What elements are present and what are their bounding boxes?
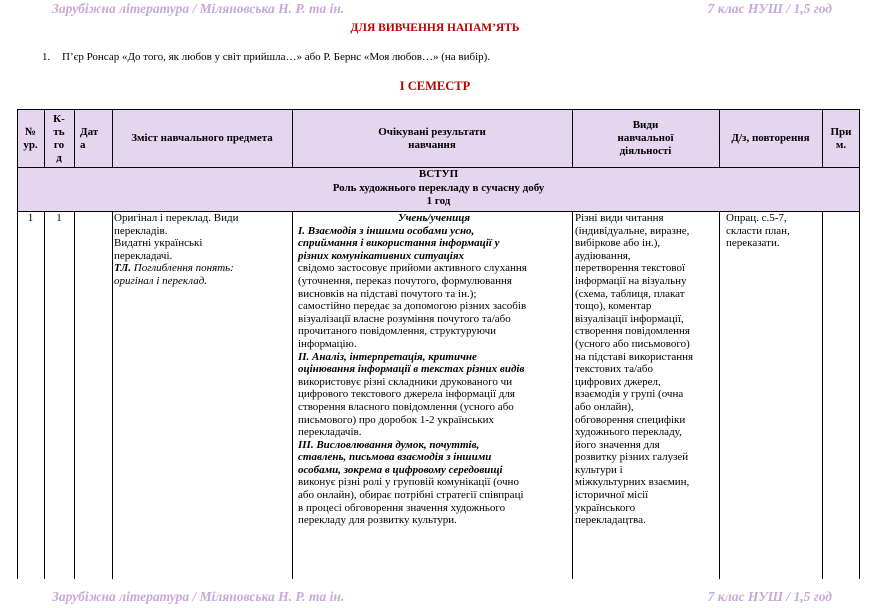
text-line: перекладацтва. — [575, 514, 646, 527]
header-lesson-number — [17, 109, 44, 168]
result-line: (уточнення, переказ почутого, формулювання — [298, 274, 512, 287]
header-activities — [572, 109, 719, 168]
grid-line — [719, 109, 720, 168]
grid-line — [17, 167, 860, 168]
text-line: ть — [53, 125, 65, 138]
text-line: го — [53, 138, 65, 151]
result-line: ставлень, письмова взаємодія з іншими — [298, 451, 492, 464]
header-date — [74, 109, 112, 168]
grid-line — [572, 211, 573, 579]
result-line: ІІІ. Висловлювання думок, почуттів, — [298, 438, 480, 451]
text-line: (усного або письмового) — [575, 337, 690, 350]
text-line: ур. — [23, 138, 38, 151]
result-line: оцінювання інформації в текстах різних видів — [298, 363, 525, 376]
text-line: скласти план, — [726, 224, 790, 237]
text-line: міжкультурних взаємин, — [575, 476, 690, 489]
grid-line — [822, 211, 823, 579]
result-line: перекладу для розвитку культури. — [298, 514, 457, 527]
cell-content — [114, 212, 290, 288]
text-line: або онлайн), — [575, 400, 634, 413]
text-line: цифрових джерел, — [575, 375, 661, 388]
result-line: прочитаного повідомлення, структуруючи — [298, 325, 497, 338]
result-line: ІІ. Аналіз, інтерпретація, критичне — [298, 350, 477, 363]
text-line: вибіркове або ін.), — [575, 237, 661, 250]
text-line: створення повідомлення — [575, 325, 690, 338]
grid-line — [859, 109, 860, 579]
result-line: І. Взаємодія з іншими особами усно, — [298, 224, 475, 237]
result-line: письмового) про доробок 1-2 українських — [298, 413, 495, 426]
text-line: обговорення специфіки — [575, 413, 686, 426]
cell-hours: 1 — [56, 212, 62, 224]
memorize-item-text: П’єр Ронсар «До того, як любов у світ прийшла…» або Р. Бернс «Моя любов…» (на вибір). — [62, 51, 491, 63]
text-line: К- — [53, 112, 65, 125]
cell-homework — [726, 212, 821, 250]
text-line: перетворення текстової — [575, 262, 686, 275]
grid-line — [44, 109, 45, 168]
text-line: д — [56, 151, 62, 164]
text-line: Дат — [80, 125, 99, 138]
intro-row — [17, 168, 860, 211]
text-line: культури і — [575, 463, 623, 476]
grid-line — [17, 109, 860, 110]
text-line: аудіювання, — [575, 249, 631, 262]
result-line: використовує різні складники друкованого чи — [298, 375, 513, 388]
memorize-item — [42, 51, 490, 63]
grid-line — [17, 109, 18, 579]
text-line: взаємодія у групі (очна — [575, 388, 684, 401]
grid-line — [74, 211, 75, 579]
running-header-left: Зарубіжна література / Міляновська Н. Р. та ін. — [52, 1, 345, 16]
text-line: на підставі використання — [575, 350, 694, 363]
text-line: перекладів. — [114, 224, 168, 237]
text-line: інформації на візуальну — [575, 274, 687, 287]
text-line: Різні види читання — [575, 212, 664, 224]
result-line: перекладачів. — [298, 426, 362, 439]
result-line: самостійно передає за допомогою різних засобів — [298, 300, 527, 313]
text-line: м. — [835, 138, 847, 151]
result-line: сприймання і використання інформації у — [298, 237, 500, 250]
header-content — [112, 109, 292, 168]
intro-topic: Роль художнього перекладу в сучасну добу — [332, 181, 545, 194]
text-line: Д/з, повторення — [731, 132, 810, 144]
text-line: українського — [575, 501, 636, 514]
text-line: (схема, таблиця, плакат — [575, 287, 685, 300]
text-line: перекладачі. — [114, 249, 173, 262]
text-line: Оригінал і переклад. Види — [114, 212, 239, 224]
running-footer-left: Зарубіжна література / Міляновська Н. Р. та ін. — [52, 589, 345, 604]
header-notes — [822, 109, 860, 168]
result-line: або онлайн), обирає потрібні стратегії співпраці — [298, 489, 524, 502]
text-line: переказати. — [726, 237, 780, 250]
literary-theory-label: ТЛ. — [114, 262, 132, 275]
text-line: Зміст навчального предмета — [131, 132, 273, 144]
text-line: навчальної — [617, 132, 674, 144]
text-line: візуалізації інформації, — [575, 312, 684, 325]
grid-line — [292, 211, 293, 579]
cell-activities — [575, 212, 717, 527]
text-line: (індивідуальне, виразне, — [575, 224, 690, 237]
text-line: Очікувані результати — [378, 125, 486, 138]
result-line: інформацію. — [298, 337, 357, 350]
text-line: а — [80, 138, 86, 151]
text-line: навчання — [408, 138, 456, 151]
grid-line — [719, 211, 720, 579]
text-line: Видатні українські — [114, 237, 203, 250]
result-line: в процесі обговорення значення художнього — [298, 501, 506, 514]
grid-line — [112, 211, 113, 579]
result-line: свідомо застосовує прийоми активного слухання — [298, 262, 527, 275]
literary-theory-text-cont: оригінал і переклад. — [114, 274, 208, 287]
text-line: художнього перекладу, — [575, 426, 682, 439]
running-footer-right: 7 клас НУШ / 1,5 год — [707, 589, 832, 604]
result-line: цифрового текстового джерела інформації для — [298, 388, 515, 401]
header-expected-results — [292, 109, 572, 168]
grid-line — [44, 211, 45, 579]
cell-expected-results — [298, 212, 570, 527]
result-line: візуалізації власне розуміння почутого та/або — [298, 312, 511, 325]
header-homework — [719, 109, 822, 168]
running-header — [0, 0, 870, 20]
grid-line — [112, 109, 113, 168]
intro-title: ВСТУП — [418, 168, 459, 180]
header-hours — [44, 109, 74, 168]
result-line: виконує різні ролі у груповій комунікації (очно — [298, 476, 519, 489]
text-line: діяльності — [619, 145, 672, 157]
curriculum-table — [17, 109, 860, 579]
grid-line — [572, 109, 573, 168]
text-line: його значення для — [575, 438, 660, 451]
text-line: Види — [632, 119, 659, 131]
grid-line — [822, 109, 823, 168]
intro-hours: 1 год — [426, 195, 451, 207]
cell-lesson-number: 1 — [27, 212, 34, 224]
text-line: тощо), коментар — [575, 300, 652, 313]
result-line: висновків на підставі почутого та ін.); — [298, 287, 477, 300]
result-line: різних комунікативних ситуаціях — [298, 249, 465, 262]
memorize-title: ДЛЯ ВИВЧЕННЯ НАПАМ’ЯТЬ — [350, 22, 520, 34]
result-line: Учень/учениця — [397, 212, 471, 224]
text-line: При — [830, 125, 852, 138]
running-header-right: 7 клас НУШ / 1,5 год — [707, 1, 832, 16]
literary-theory-text: Поглиблення понять: — [131, 262, 234, 275]
text-line: № — [24, 125, 37, 138]
running-footer — [0, 588, 870, 608]
semester-title: І СЕМЕСТР — [399, 79, 471, 93]
result-line: особами, зокрема в цифровому середовищі — [298, 463, 503, 476]
memorize-item-number: 1. — [42, 51, 51, 63]
text-line: розвитку різних галузей — [575, 451, 689, 464]
text-line: Опрац. с.5-7, — [726, 212, 787, 224]
grid-line — [74, 109, 75, 168]
text-line: текстових та/або — [575, 363, 653, 376]
text-line: історичної місії — [575, 489, 649, 502]
result-line: створення власного повідомлення (усного або — [298, 400, 514, 413]
grid-line — [292, 109, 293, 168]
